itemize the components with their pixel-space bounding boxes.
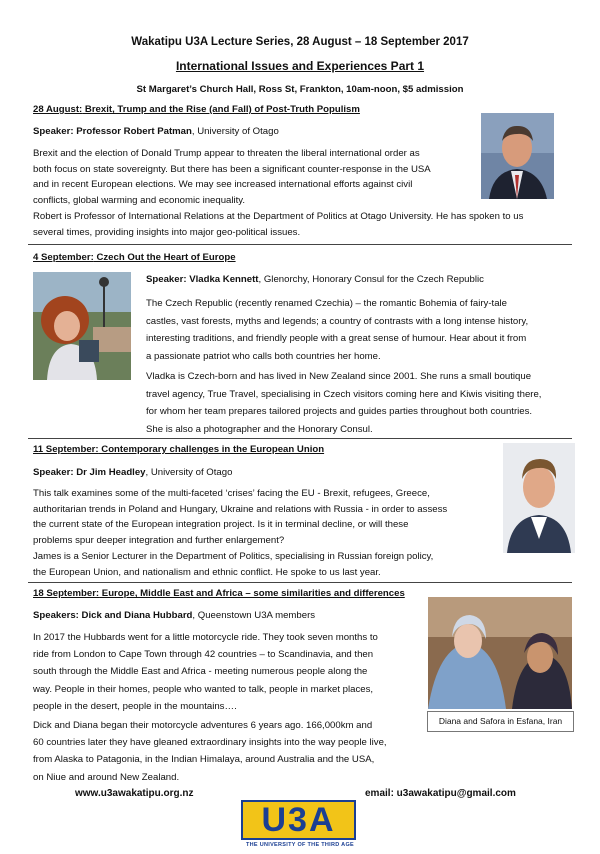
lecture1-speaker — [33, 124, 279, 140]
lecture1-speaker-affil: , University of Otago — [191, 126, 279, 137]
lecture4-line: In 2017 the Hubbards went for a little motorcycle ride. They took seven months to — [33, 632, 378, 643]
lecture2-line: a passionate patriot who calls both countries her home. — [146, 350, 381, 362]
divider — [28, 438, 572, 439]
lecture4-line: way. People in their homes, people who wanted to talk, people in market places, — [33, 683, 374, 695]
speaker-photo-patman — [481, 113, 554, 199]
lecture2-bio-line: Vladka is Czech-born and has lived in New Zealand since 2001. She runs a small boutique — [146, 371, 532, 382]
lecture3-line: authoritarian trends in Poland and Hungary, Ukraine and relations with Russia - in order to assess — [33, 503, 448, 515]
lecture4-title: Europe, Middle East and Africa – some similarities and differences — [99, 588, 405, 599]
lecture3-description — [33, 486, 503, 548]
lecture2-line: castles, vast forests, myths and legends; a country of contrasts with a long intense history, — [146, 315, 529, 327]
lecture1-bio — [33, 209, 578, 240]
lecture1-line: and in recent European elections. We may see increased international efforts against civil — [33, 179, 413, 191]
u3a-logo — [230, 798, 370, 854]
logo-tagline: THE UNIVERSITY OF THE THIRD AGE — [245, 842, 354, 848]
lecture2-speaker-name: Speaker: Vladka Kennett — [146, 274, 259, 285]
lecture1-title: Brexit, Trump and the Rise (and Fall) of Post-Truth Populism — [82, 104, 360, 115]
lecture4-line: ride from London to Cape Town through 42 countries – to Scandinavia, and then — [33, 649, 374, 661]
website-link[interactable]: www.u3awakatipu.org.nz — [75, 788, 194, 799]
lecture4-bio-line: 60 countries later they have gleaned extraordinary insights into the way people live, — [33, 737, 387, 749]
logo-text: U3A — [261, 801, 336, 839]
lecture1-line: Brexit and the election of Donald Trump appear to threaten the liberal international order as — [33, 148, 420, 159]
portrait-image — [33, 272, 131, 380]
lecture3-heading — [33, 444, 324, 455]
lecture4-speaker — [33, 608, 315, 624]
lecture4-description — [33, 629, 428, 715]
portrait-image — [503, 443, 575, 553]
lecture4-speaker-name: Speakers: Dick and Diana Hubbard — [33, 610, 193, 621]
series-title: Wakatipu U3A Lecture Series, 28 August – 18 September 2017 — [131, 36, 469, 48]
email-link[interactable]: email: u3awakatipu@gmail.com — [365, 788, 516, 799]
lecture2-bio-line: travel agency, True Travel, specialising in Czech visitors coming here and Kiwis visiting there, — [146, 388, 542, 400]
portrait-image — [481, 113, 554, 199]
lecture4-bio — [33, 717, 433, 786]
lecture2-speaker-affil: , Glenorchy, Honorary Consul for the Czech Republic — [258, 274, 484, 285]
lecture2-heading — [33, 252, 236, 263]
travel-image — [428, 597, 572, 709]
lecture3-date: 11 September: — [33, 444, 99, 455]
lecture2-line: interesting traditions, and friendly people with a great sense of humour. Hear about it from — [146, 333, 527, 345]
lecture2-bio-line: She is also a photographer and the Honorary Consul. — [146, 423, 373, 435]
lecture2-date: 4 September: — [33, 252, 94, 263]
lecture3-line: the current state of the European integration project. Is it in terminal decline, or will these — [33, 519, 409, 531]
travel-photo — [428, 597, 572, 709]
divider — [28, 244, 572, 245]
lecture1-line: both focus on state sovereignty. But there has been a significant counter-response in the USA — [33, 163, 431, 175]
lecture4-speaker-affil: , Queenstown U3A members — [192, 610, 316, 621]
lecture3-bio-line: James is a Senior Lecturer in the Department of Politics, specialising in Russian foreign policy, — [33, 551, 434, 562]
lecture4-bio-line: on Niue and around New Zealand. — [33, 771, 180, 783]
lecture2-speaker — [146, 272, 484, 288]
lecture4-line: people in the desert, people in the mountains…. — [33, 700, 237, 712]
lecture4-bio-line: Dick and Diana began their motorcycle adventures 6 years ago. 166,000km and — [33, 720, 373, 731]
lecture4-bio-line: from Alaska to Patagonia, in the Indian Himalaya, around Australia and the USA, — [33, 754, 375, 766]
lecture3-speaker — [33, 465, 232, 481]
logo-badge — [241, 800, 356, 840]
lecture4-heading — [33, 588, 405, 599]
lecture1-line: conflicts, global warming and economic inequality. — [33, 194, 246, 206]
speaker-photo-headley — [503, 443, 575, 553]
speaker-photo-kennett — [33, 272, 131, 380]
lecture3-line: This talk examines some of the multi-faceted ‘crises’ facing the EU - Brexit, refugees, Greece, — [33, 488, 430, 499]
venue-line: St Margaret’s Church Hall, Ross St, Frankton, 10am-noon, $5 admission — [136, 84, 464, 95]
lecture1-speaker-name: Speaker: Professor Robert Patman — [33, 126, 192, 137]
lecture1-date: 28 August: — [33, 104, 83, 115]
lecture3-line: problems spur deeper integration and further enlargement? — [33, 534, 285, 546]
photo-caption: Diana and Safora in Esfana, Iran — [427, 711, 574, 732]
lecture3-speaker-affil: , University of Otago — [145, 467, 233, 478]
lecture3-bio-line: the European Union, and nationalism and ethnic conflict. He spoke to us last year. — [33, 566, 381, 578]
lecture3-speaker-name: Speaker: Dr Jim Headley — [33, 467, 146, 478]
page-title: International Issues and Experiences Part 1 — [175, 59, 425, 73]
lecture1-bio-line: several times, providing insights into major geo-political issues. — [33, 226, 301, 238]
lecture4-line: south through the Middle East and Africa - meeting numerous people along the — [33, 666, 368, 678]
lecture2-bio-line: for whom her team prepares tailored projects and guides parties throughout both countries. — [146, 406, 533, 418]
lecture2-bio — [146, 368, 586, 438]
lecture3-bio — [33, 549, 503, 580]
lecture1-description — [33, 146, 483, 208]
lecture2-title: Czech Out the Heart of Europe — [93, 252, 236, 263]
lecture1-heading — [33, 104, 360, 115]
lecture4-date: 18 September: — [33, 588, 100, 599]
lecture2-description — [146, 295, 586, 365]
divider — [28, 582, 572, 583]
lecture1-bio-line: Robert is Professor of International Relations at the Department of Politics at Otago University. He has spoken to us — [33, 211, 524, 222]
lecture2-line: The Czech Republic (recently renamed Czechia) – the romantic Bohemia of fairy-tale — [146, 298, 507, 309]
lecture3-title: Contemporary challenges in the European Union — [98, 444, 325, 455]
